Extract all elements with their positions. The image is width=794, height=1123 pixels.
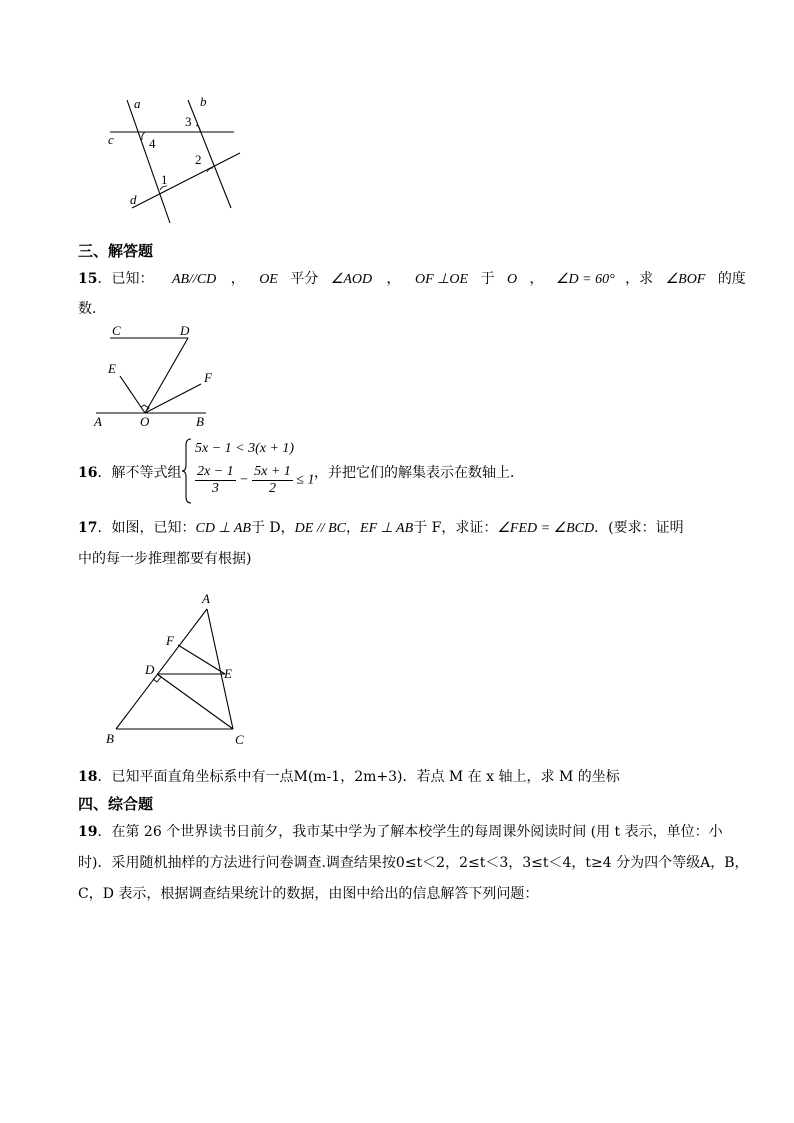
figure-parallel-lines bbox=[100, 90, 250, 230]
label-2: 2 bbox=[195, 152, 202, 167]
q19-line2: 时)．采用随机抽样的方法进行问卷调查.调查结果按0≤t＜2，2≤t＜3，3≤t＜4，t≥4 分为四个等级A，B， bbox=[78, 855, 749, 871]
section-heading-4: 四、综合题 bbox=[78, 795, 154, 813]
q16-label: 16．解不等式组 bbox=[78, 465, 182, 481]
label-B: B bbox=[196, 414, 204, 429]
q17-line2: 中的每一步推理都要有根据) bbox=[78, 551, 252, 567]
section-heading-3: 三、解答题 bbox=[78, 242, 154, 260]
q19-line3: C，D 表示，根据调查结果统计的数据，由图中给出的信息解答下列问题： bbox=[78, 886, 539, 902]
q15-number: 15 bbox=[78, 271, 98, 287]
label-c: c bbox=[108, 132, 114, 147]
q19-number: 19 bbox=[78, 824, 98, 840]
q17-line1: 17．如图，已知：CD ⊥ AB于 D，DE // BC，EF ⊥ AB于 F，求证：∠FED = ∠BCD．(要求：证明 bbox=[78, 520, 684, 536]
label-D: D bbox=[180, 323, 190, 338]
label-B: B bbox=[106, 731, 114, 746]
q16-inequality-1: 5x − 1 < 3(x + 1) bbox=[195, 441, 295, 456]
figure-q15 bbox=[88, 322, 218, 432]
label-b: b bbox=[200, 94, 207, 109]
label-D: D bbox=[145, 662, 155, 677]
label-3: 3 bbox=[185, 114, 192, 129]
q18-line: 18．已知平面直角坐标系中有一点M(m-1，2m+3)．若点 M 在 x 轴上，求 M 的坐标 bbox=[78, 769, 620, 785]
label-C: C bbox=[112, 323, 121, 338]
label-C: C bbox=[235, 732, 244, 747]
q15-line1: 15．已知： AB//CD ， OE 平分 ∠AOD ， OF ⊥OE 于 O ， ∠D = 60° ，求 ∠BOF 的度 bbox=[78, 271, 746, 287]
q18-number: 18 bbox=[78, 769, 98, 785]
q16-inequality-2: $\frac{2x - 1}{3}$ − $\frac{5x + 1}{2}$ ≤ 1 bbox=[197, 464, 315, 496]
q16-brace bbox=[181, 437, 193, 505]
label-a: a bbox=[134, 96, 141, 111]
label-O: O bbox=[140, 414, 150, 429]
q16-number: 16 bbox=[78, 465, 98, 481]
label-E: E bbox=[224, 666, 232, 681]
label-A: A bbox=[94, 414, 102, 429]
label-F: F bbox=[166, 633, 174, 648]
label-d: d bbox=[130, 192, 137, 207]
label-4: 4 bbox=[149, 136, 156, 151]
q15-line2: 数． bbox=[78, 301, 106, 317]
figure-q17 bbox=[100, 588, 260, 750]
label-A: A bbox=[202, 591, 210, 606]
q16-suffix: ，并把它们的解集表示在数轴上． bbox=[314, 465, 524, 481]
q17-number: 17 bbox=[78, 520, 98, 536]
label-E: E bbox=[108, 361, 116, 376]
label-F: F bbox=[204, 370, 212, 385]
label-1: 1 bbox=[161, 172, 168, 187]
q19-line1: 19．在第 26 个世界读书日前夕，我市某中学为了解本校学生的每周课外阅读时间 (用 t 表示，单位：小 bbox=[78, 824, 723, 840]
